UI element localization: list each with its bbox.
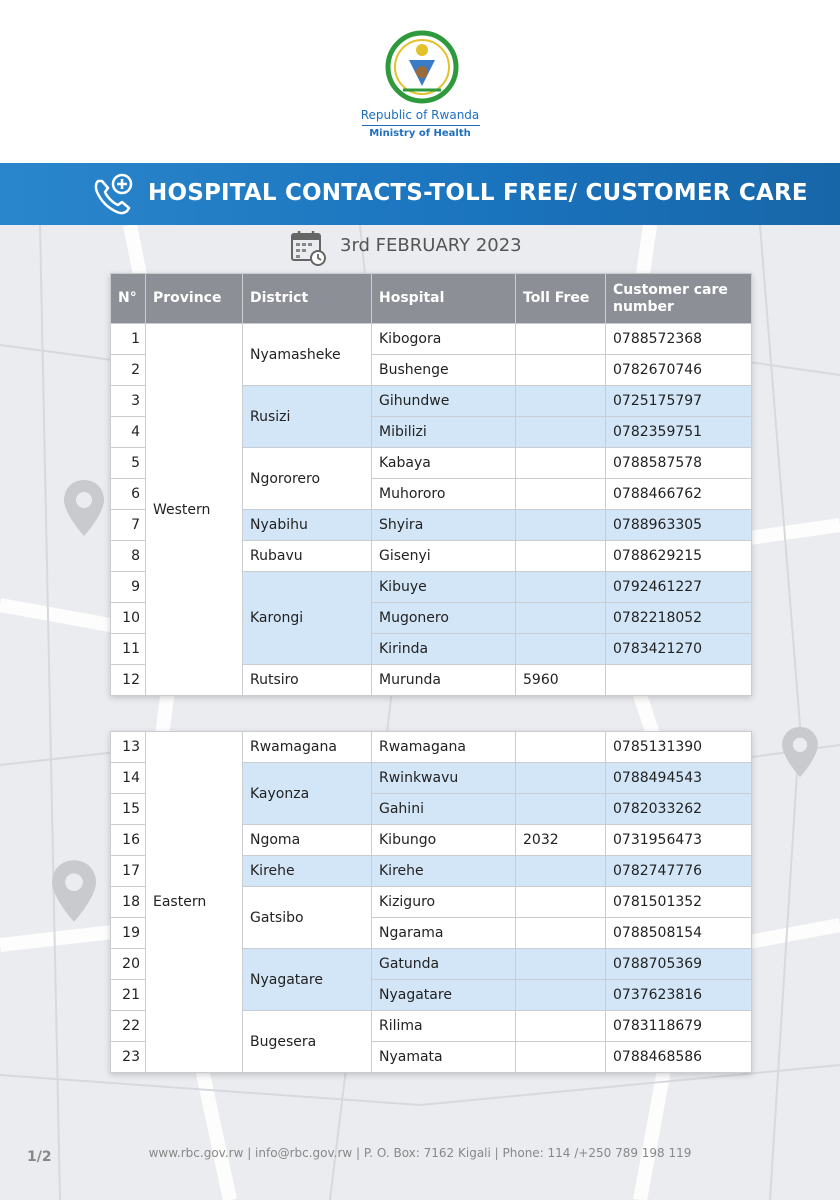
customer-care-cell: 0781501352 — [606, 887, 752, 918]
toll-free-cell — [516, 1042, 606, 1073]
district-cell: Kayonza — [243, 763, 372, 825]
calendar-icon — [290, 229, 328, 267]
col-header-province: Province — [146, 274, 243, 324]
row-number: 19 — [111, 918, 146, 949]
customer-care-cell — [606, 665, 752, 696]
hospital-cell: Mugonero — [372, 603, 516, 634]
row-number: 13 — [111, 732, 146, 763]
row-number: 4 — [111, 417, 146, 448]
hospital-cell: Rwamagana — [372, 732, 516, 763]
toll-free-cell — [516, 763, 606, 794]
hospital-cell: Kibungo — [372, 825, 516, 856]
hospital-cell: Gihundwe — [372, 386, 516, 417]
customer-care-cell: 0731956473 — [606, 825, 752, 856]
customer-care-cell: 0725175797 — [606, 386, 752, 417]
district-cell: Rubavu — [243, 541, 372, 572]
customer-care-cell: 0782747776 — [606, 856, 752, 887]
row-number: 10 — [111, 603, 146, 634]
table-row — [111, 732, 752, 763]
row-number: 2 — [111, 355, 146, 386]
toll-free-cell — [516, 887, 606, 918]
district-cell: Rwamagana — [243, 732, 372, 763]
hospital-cell: Rwinkwavu — [372, 763, 516, 794]
col-header-district: District — [243, 274, 372, 324]
district-cell: Bugesera — [243, 1011, 372, 1073]
hospital-cell: Kiziguro — [372, 887, 516, 918]
district-cell: Gatsibo — [243, 887, 372, 949]
province-cell: Eastern — [146, 732, 243, 1073]
row-number: 5 — [111, 448, 146, 479]
hospital-cell: Kabaya — [372, 448, 516, 479]
row-number: 8 — [111, 541, 146, 572]
toll-free-cell — [516, 634, 606, 665]
toll-free-cell — [516, 980, 606, 1011]
customer-care-cell: 0783421270 — [606, 634, 752, 665]
hospital-cell: Gatunda — [372, 949, 516, 980]
header-divider — [362, 125, 480, 126]
district-cell: Ngoma — [243, 825, 372, 856]
district-cell: Rusizi — [243, 386, 372, 448]
row-number: 22 — [111, 1011, 146, 1042]
hospital-cell: Muhororo — [372, 479, 516, 510]
district-cell: Nyabihu — [243, 510, 372, 541]
row-number: 3 — [111, 386, 146, 417]
hospital-cell: Bushenge — [372, 355, 516, 386]
banner-title: HOSPITAL CONTACTS-TOLL FREE/ CUSTOMER CARE — [148, 180, 808, 206]
footer-contacts: www.rbc.gov.rw | info@rbc.gov.rw | P. O. Box: 7162 Kigali | Phone: 114 /+250 789 198 119 — [148, 1146, 692, 1160]
row-number: 6 — [111, 479, 146, 510]
toll-free-cell — [516, 479, 606, 510]
customer-care-cell: 0788466762 — [606, 479, 752, 510]
row-number: 18 — [111, 887, 146, 918]
customer-care-cell: 0788629215 — [606, 541, 752, 572]
hospital-cell: Shyira — [372, 510, 516, 541]
customer-care-cell: 0782218052 — [606, 603, 752, 634]
customer-care-cell: 0783118679 — [606, 1011, 752, 1042]
toll-free-cell — [516, 355, 606, 386]
table-header-row — [111, 274, 752, 324]
row-number: 23 — [111, 1042, 146, 1073]
row-number: 9 — [111, 572, 146, 603]
col-header-toll-free: Toll Free — [516, 274, 606, 324]
hospital-cell: Rilima — [372, 1011, 516, 1042]
row-number: 7 — [111, 510, 146, 541]
row-number: 14 — [111, 763, 146, 794]
hospital-cell: Kibuye — [372, 572, 516, 603]
toll-free-cell — [516, 732, 606, 763]
toll-free-cell — [516, 324, 606, 355]
row-number: 16 — [111, 825, 146, 856]
customer-care-cell: 0785131390 — [606, 732, 752, 763]
phone-medical-icon — [90, 171, 136, 217]
toll-free-cell: 2032 — [516, 825, 606, 856]
hospital-cell: Murunda — [372, 665, 516, 696]
district-cell: Nyamasheke — [243, 324, 372, 386]
toll-free-cell — [516, 572, 606, 603]
customer-care-cell: 0782033262 — [606, 794, 752, 825]
row-number: 17 — [111, 856, 146, 887]
hospital-cell: Nyamata — [372, 1042, 516, 1073]
toll-free-cell: 5960 — [516, 665, 606, 696]
hospital-cell: Mibilizi — [372, 417, 516, 448]
title-banner — [0, 163, 840, 225]
customer-care-cell: 0788572368 — [606, 324, 752, 355]
customer-care-cell: 0788494543 — [606, 763, 752, 794]
row-number: 20 — [111, 949, 146, 980]
hospital-cell: Kirinda — [372, 634, 516, 665]
hospital-cell: Kibogora — [372, 324, 516, 355]
district-cell: Rutsiro — [243, 665, 372, 696]
customer-care-cell: 0782670746 — [606, 355, 752, 386]
row-number: 11 — [111, 634, 146, 665]
customer-care-cell: 0788705369 — [606, 949, 752, 980]
row-number: 21 — [111, 980, 146, 1011]
contacts-table-eastern — [110, 731, 752, 1073]
toll-free-cell — [516, 510, 606, 541]
customer-care-cell: 0788508154 — [606, 918, 752, 949]
toll-free-cell — [516, 1011, 606, 1042]
toll-free-cell — [516, 949, 606, 980]
col-header-hospital: Hospital — [372, 274, 516, 324]
customer-care-cell: 0792461227 — [606, 572, 752, 603]
hospital-cell: Kirehe — [372, 856, 516, 887]
customer-care-cell: 0788963305 — [606, 510, 752, 541]
toll-free-cell — [516, 541, 606, 572]
district-cell: Nyagatare — [243, 949, 372, 1011]
col-header-customer-care: Customer care number — [606, 274, 752, 324]
customer-care-cell: 0788587578 — [606, 448, 752, 479]
district-cell: Kirehe — [243, 856, 372, 887]
toll-free-cell — [516, 603, 606, 634]
customer-care-cell: 0737623816 — [606, 980, 752, 1011]
toll-free-cell — [516, 856, 606, 887]
ministry-label: Ministry of Health — [369, 128, 471, 139]
map-pin-icon — [52, 860, 96, 922]
page-number: 1/2 — [27, 1149, 52, 1165]
col-header-number: N° — [111, 274, 146, 324]
hospital-cell: Gisenyi — [372, 541, 516, 572]
map-pin-icon — [782, 727, 818, 777]
table-row — [111, 324, 752, 355]
customer-care-cell: 0788468586 — [606, 1042, 752, 1073]
rwanda-emblem-icon — [385, 30, 459, 104]
row-number: 15 — [111, 794, 146, 825]
row-number: 1 — [111, 324, 146, 355]
customer-care-cell: 0782359751 — [606, 417, 752, 448]
district-cell: Ngororero — [243, 448, 372, 510]
district-cell: Karongi — [243, 572, 372, 665]
hospital-cell: Gahini — [372, 794, 516, 825]
republic-label: Republic of Rwanda — [360, 108, 480, 122]
toll-free-cell — [516, 794, 606, 825]
toll-free-cell — [516, 417, 606, 448]
map-pin-icon — [64, 480, 104, 536]
province-cell: Western — [146, 324, 243, 696]
report-date: 3rd FEBRUARY 2023 — [340, 235, 522, 256]
page-header — [0, 0, 840, 163]
toll-free-cell — [516, 918, 606, 949]
hospital-cell: Nyagatare — [372, 980, 516, 1011]
hospital-cell: Ngarama — [372, 918, 516, 949]
toll-free-cell — [516, 448, 606, 479]
toll-free-cell — [516, 386, 606, 417]
row-number: 12 — [111, 665, 146, 696]
contacts-table-western — [110, 273, 752, 696]
